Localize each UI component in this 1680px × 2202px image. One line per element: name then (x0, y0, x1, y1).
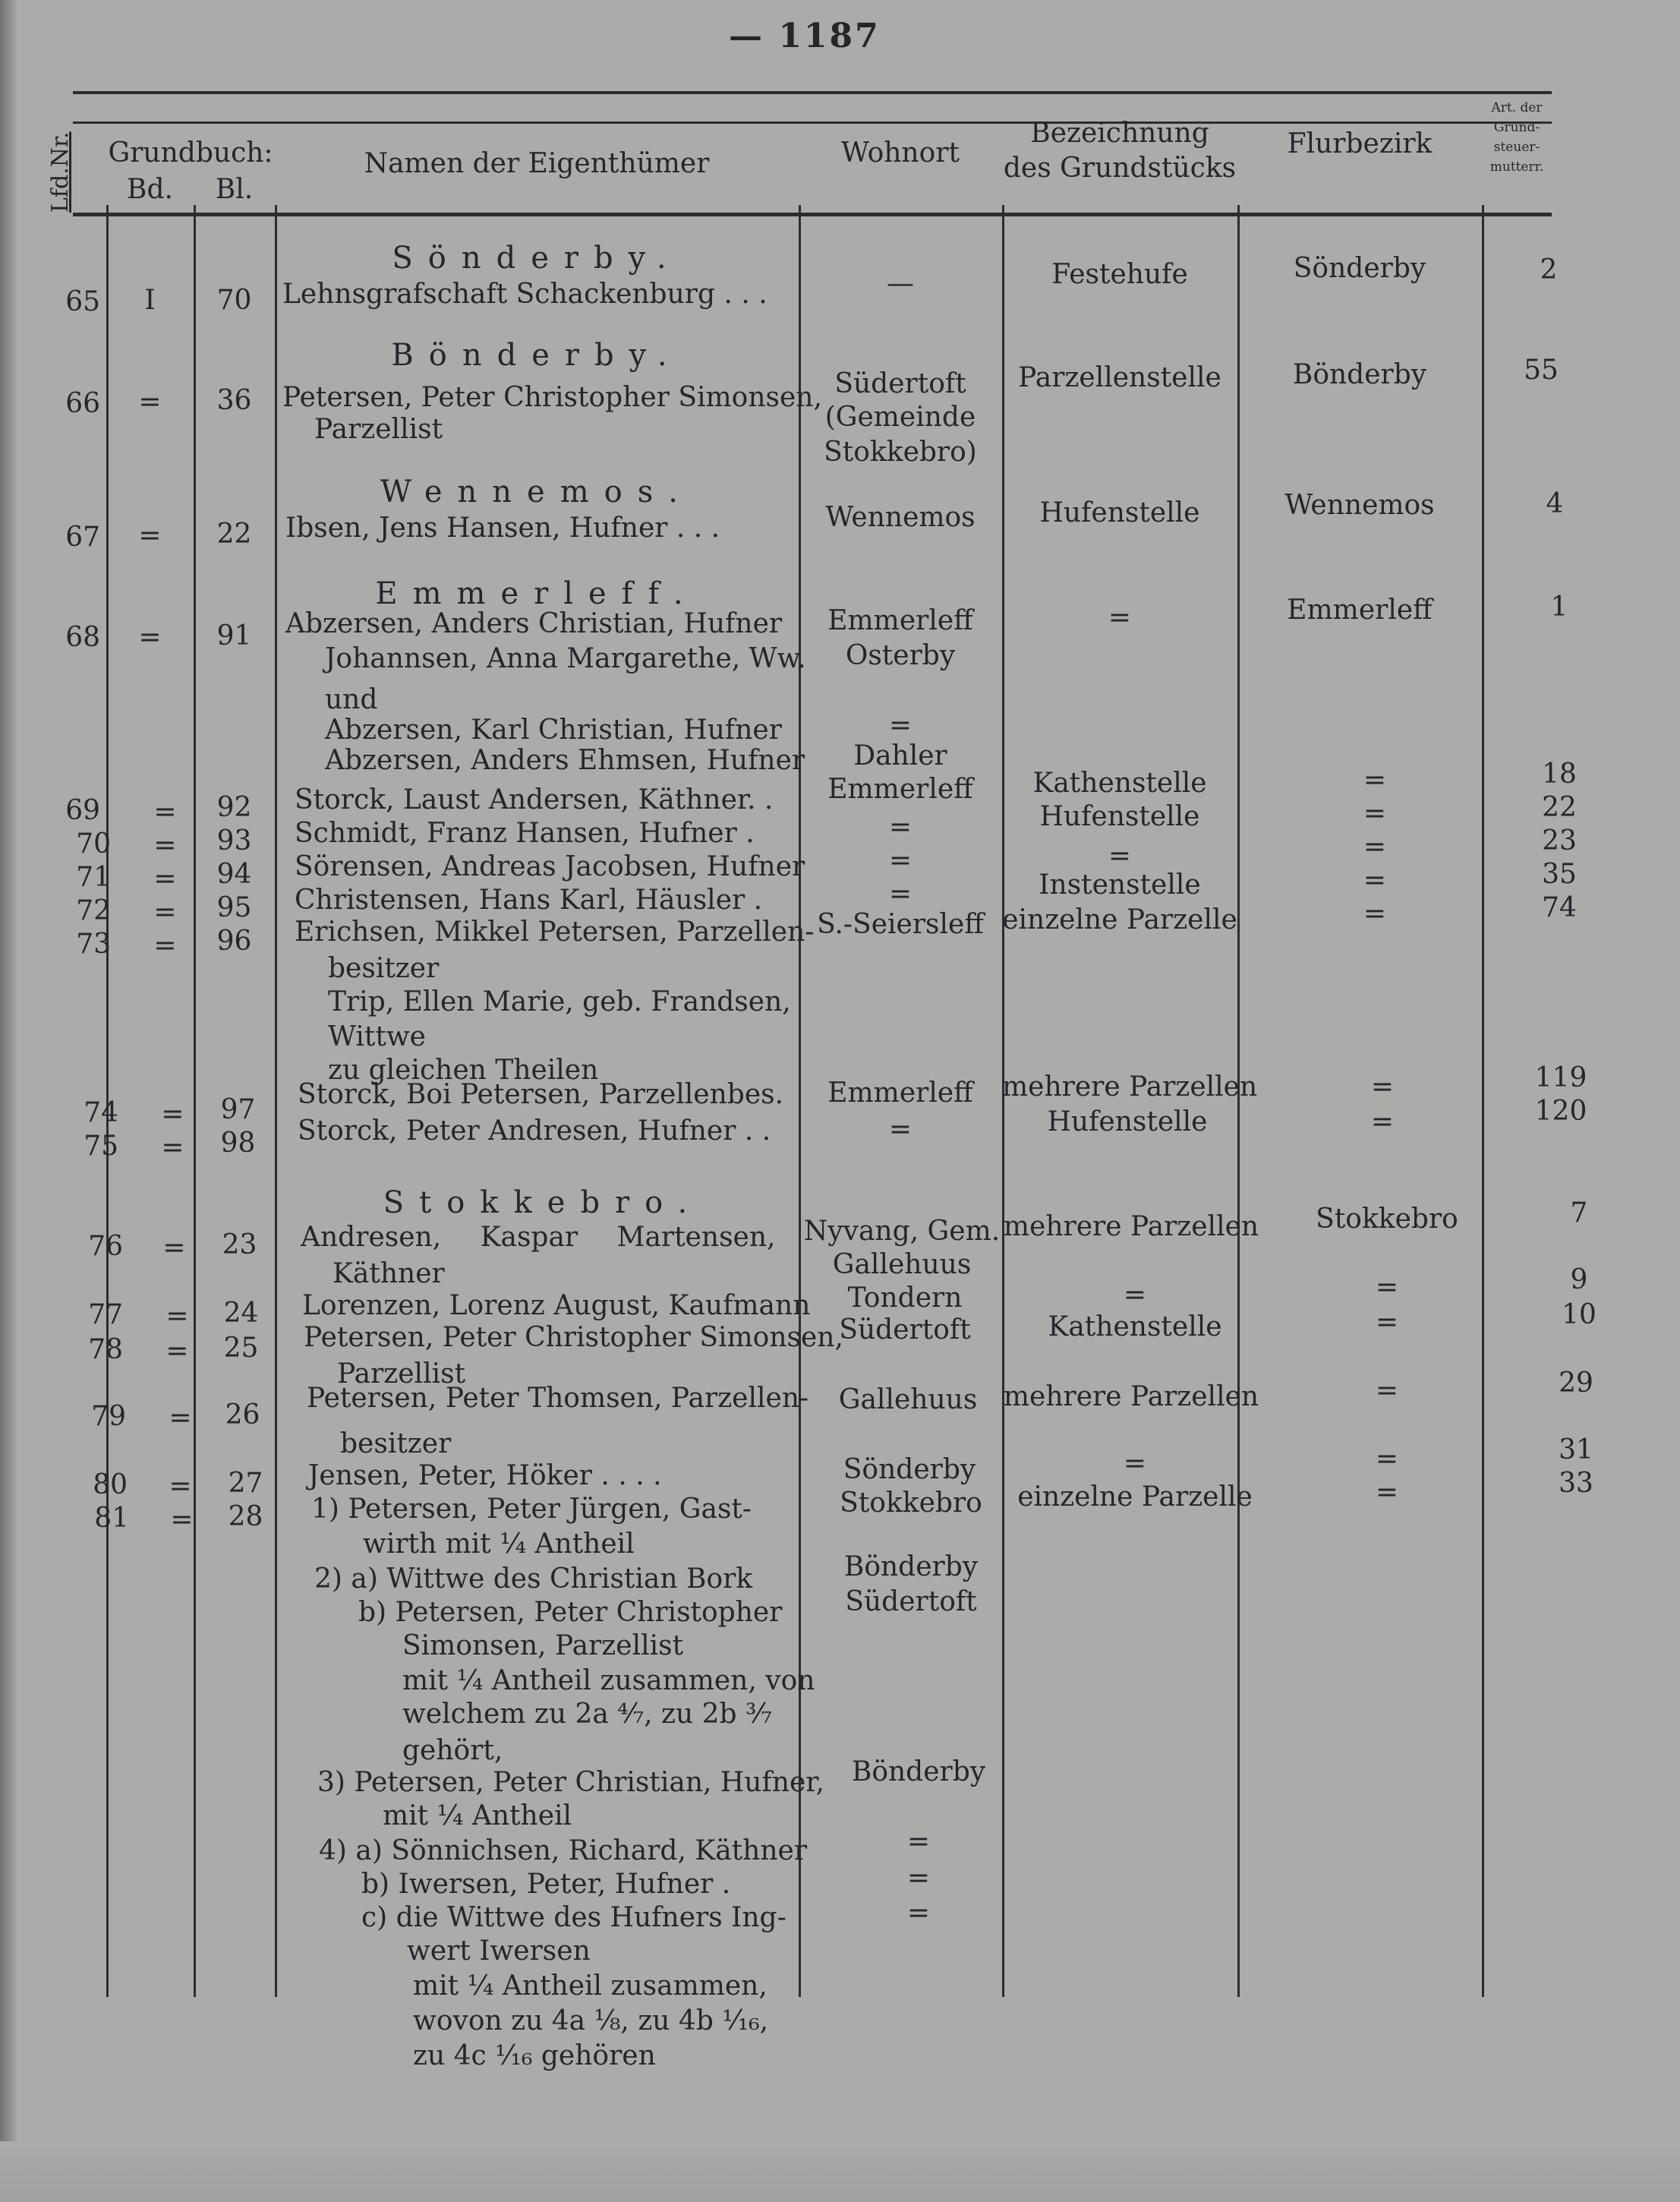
row-wohnort: Südertoft (834, 368, 966, 399)
row-owner-name: Petersen, Peter Thomsen, Parzellen- (307, 1383, 809, 1414)
row-owner-name: b) Iwersen, Peter, Hufner . (361, 1869, 731, 1900)
row-flurbezirk: = (1375, 1307, 1399, 1338)
header-flurbezirk: Flurbezirk (1287, 128, 1433, 159)
row-owner-name: 2) a) Wittwe des Christian Bork (314, 1563, 753, 1595)
row-owner-name: Christensen, Hans Karl, Häusler . (295, 885, 763, 916)
row-bl: 91 (216, 620, 252, 651)
row-bl: 98 (220, 1128, 256, 1159)
row-flurbezirk: Wennemos (1284, 490, 1435, 521)
row-owner-name: zu 4c ¹⁄₁₆ gehören (413, 2040, 656, 2071)
row-bezeichnung: = (1108, 602, 1132, 633)
header-art-1: Art. der (1491, 100, 1543, 115)
row-flurbezirk: Stokkebro (1316, 1204, 1458, 1235)
row-bezeichnung: Kathenstelle (1032, 768, 1207, 799)
row-wohnort: — (887, 268, 914, 299)
row-wohnort: Bönderby (851, 1756, 986, 1787)
row-bl: 95 (216, 892, 252, 923)
row-wohnort: Stokkebro) (824, 437, 977, 468)
section-heading-boenderby: Bönderby. (391, 338, 682, 373)
row-owner-name: Trip, Ellen Marie, geb. Frandsen, (328, 986, 791, 1017)
row-bd: = (161, 1132, 184, 1163)
row-wohnort: Emmerleff (827, 774, 973, 805)
row-bd: I (144, 285, 156, 316)
row-bd: = (138, 520, 162, 551)
row-bl: 26 (225, 1399, 260, 1431)
row-flurbezirk: = (1375, 1477, 1399, 1508)
row-flurbezirk: = (1363, 765, 1387, 796)
row-bd: = (161, 1099, 184, 1130)
row-bezeichnung: Kathenstelle (1048, 1311, 1222, 1342)
row-number: 66 (65, 388, 100, 419)
section-heading-wennemos: Wennemos. (380, 475, 693, 509)
row-bl: 92 (216, 792, 252, 823)
row-art: 35 (1542, 859, 1577, 890)
header-top-rule-2 (73, 121, 1552, 124)
row-wohnort: Emmerleff (827, 605, 973, 636)
header-grundstuecks: des Grundstücks (1003, 153, 1237, 184)
row-bd: = (138, 622, 162, 653)
row-number: 76 (88, 1231, 123, 1262)
row-flurbezirk: = (1363, 865, 1387, 896)
row-wohnort: Dahler (853, 740, 947, 771)
header-art-3: steuer- (1493, 140, 1540, 155)
header-art-2: Grund- (1493, 120, 1540, 135)
row-bezeichnung: mehrere Parzellen (1003, 1211, 1259, 1242)
row-bd: = (153, 797, 177, 828)
row-number: 68 (65, 622, 100, 653)
row-art: 55 (1524, 355, 1559, 386)
row-bezeichnung: mehrere Parzellen (1002, 1071, 1258, 1103)
row-owner-name: Lorenzen, Lorenz August, Kaufmann (302, 1290, 811, 1321)
row-bl: 94 (216, 859, 252, 890)
row-owner-name: Storck, Boi Petersen, Parzellenbes. (298, 1079, 784, 1110)
row-wohnort: Wennemos (825, 502, 976, 533)
row-bd: = (153, 830, 177, 861)
row-bd: = (169, 1402, 192, 1434)
row-bl: 28 (228, 1501, 263, 1532)
row-number: 79 (91, 1401, 126, 1432)
header-bezeichnung: Bezeichnung (1030, 118, 1209, 149)
section-heading-soenderby: Sönderby. (392, 241, 682, 276)
row-owner-name: Parzellist (337, 1358, 466, 1390)
row-bd: = (170, 1504, 194, 1535)
row-bl: 25 (223, 1333, 259, 1364)
row-flurbezirk: = (1370, 1071, 1395, 1103)
row-bezeichnung: einzelne Parzelle (1017, 1481, 1253, 1513)
row-number: 69 (65, 795, 100, 826)
row-flurbezirk: Sönderby (1293, 253, 1426, 284)
row-number: 75 (84, 1131, 118, 1162)
row-bezeichnung: Instenstelle (1039, 869, 1201, 901)
row-wohnort: Südertoft (845, 1586, 977, 1617)
row-owner-name: Wittwe (328, 1021, 426, 1052)
row-wohnort: = (888, 845, 912, 876)
row-owner-name: Sörensen, Andreas Jacobsen, Hufner (295, 851, 805, 882)
row-wohnort: Gallehuus (838, 1384, 978, 1415)
row-number: 71 (76, 862, 111, 893)
row-bl: 93 (216, 825, 252, 857)
row-art: 31 (1559, 1434, 1593, 1465)
row-wohnort: = (888, 1114, 912, 1145)
header-grundbuch: Grundbuch: (108, 137, 273, 169)
row-bezeichnung: mehrere Parzellen (1003, 1381, 1259, 1412)
row-flurbezirk: = (1370, 1106, 1395, 1137)
row-bl: 70 (216, 285, 252, 316)
row-owner-name: Petersen, Peter Christopher Simonsen, (304, 1322, 843, 1353)
row-wohnort: = (906, 1826, 931, 1857)
row-bd: = (138, 386, 162, 418)
row-owner-name: Abzersen, Anders Christian, Hufner (285, 608, 783, 639)
header-bottom-rule (73, 213, 1552, 216)
row-number: 81 (94, 1503, 129, 1534)
row-wohnort: = (888, 812, 912, 843)
row-number: 72 (76, 895, 111, 926)
row-bezeichnung: einzelne Parzelle (1002, 904, 1237, 935)
row-wohnort: = (888, 879, 912, 910)
row-bl: 22 (216, 519, 252, 550)
row-number: 77 (88, 1299, 123, 1330)
row-owner-name: und (325, 684, 378, 715)
row-owner-name: 4) a) Sönnichsen, Richard, Käthner (319, 1835, 808, 1866)
row-number: 78 (88, 1334, 123, 1365)
row-flurbezirk: = (1363, 831, 1387, 863)
row-wohnort: Tondern (847, 1282, 963, 1314)
row-art: 74 (1542, 892, 1577, 923)
row-bezeichnung: Parzellenstelle (1018, 362, 1221, 393)
row-flurbezirk: = (1363, 798, 1387, 829)
row-wohnort: = (906, 1863, 931, 1894)
row-art: 7 (1570, 1197, 1588, 1229)
row-owner-name: wert Iwersen (407, 1935, 591, 1967)
row-owner-name: 1) Petersen, Peter Jürgen, Gast- (311, 1494, 752, 1525)
row-wohnort: Stokkebro (840, 1487, 982, 1519)
section-heading-emmerleff: Emmerleff. (375, 576, 698, 611)
row-wohnort: S.-Seiersleff (817, 909, 984, 940)
row-owner-name: Storck, Peter Andresen, Hufner . . (298, 1115, 771, 1147)
row-owner-name: mit ¼ Antheil (383, 1800, 572, 1831)
row-number: 65 (65, 286, 100, 317)
row-owner-name: Lehnsgrafschaft Schackenburg . . . (282, 279, 768, 310)
row-wohnort: Emmerleff (827, 1077, 973, 1109)
row-owner-name: Ibsen, Jens Hansen, Hufner . . . (285, 513, 720, 544)
header-wohnort: Wohnort (841, 137, 960, 169)
row-number: 70 (76, 828, 111, 860)
row-owner-name: Abzersen, Karl Christian, Hufner (325, 715, 782, 746)
row-owner-name: wovon zu 4a ⅛, zu 4b ¹⁄₁₆, (413, 2005, 769, 2036)
row-wohnort: = (888, 710, 912, 741)
row-owner-name: Schmidt, Franz Hansen, Hufner . (295, 818, 755, 849)
row-owner-name: Petersen, Peter Christopher Simonsen, (282, 382, 822, 413)
row-flurbezirk: = (1375, 1272, 1399, 1303)
row-owner-name: Storck, Laust Andersen, Käthner. . (295, 784, 774, 815)
row-art: 120 (1534, 1096, 1587, 1127)
row-owner-name: mit ¼ Antheil zusammen, (413, 1970, 768, 2002)
row-bl: 36 (216, 385, 252, 416)
row-owner-name: gehört, (402, 1735, 503, 1766)
row-owner-name: besitzer (328, 953, 440, 984)
row-owner-name: welchem zu 2a ⁴⁄₇, zu 2b ³⁄₇ (402, 1699, 772, 1730)
row-bl: 23 (222, 1229, 257, 1260)
row-bl: 27 (228, 1468, 263, 1499)
header-top-rule (73, 91, 1552, 94)
row-bd: = (165, 1336, 189, 1367)
row-owner-name: c) die Wittwe des Hufners Ing- (361, 1902, 786, 1933)
row-art: 33 (1559, 1468, 1593, 1499)
row-owner-name: wirth mit ¼ Antheil (363, 1528, 635, 1560)
row-number: 74 (84, 1097, 118, 1128)
row-bd: = (162, 1232, 186, 1263)
page-bottom-margin (0, 2141, 1680, 2202)
row-bd: = (153, 897, 177, 928)
row-bl: 24 (223, 1298, 259, 1329)
row-owner-name: besitzer (340, 1428, 452, 1459)
row-flurbezirk: = (1375, 1443, 1399, 1475)
row-owner-name: Johannsen, Anna Margarethe, Ww. (325, 643, 806, 674)
header-namen: Namen der Eigenthümer (364, 148, 710, 179)
row-bezeichnung: = (1123, 1448, 1147, 1479)
row-wohnort: Bönderby (843, 1551, 979, 1582)
row-number: 73 (76, 929, 111, 960)
section-heading-stokkebro: Stokkebro. (383, 1185, 703, 1220)
row-owner-name: Erichsen, Mikkel Petersen, Parzellen- (295, 916, 815, 948)
row-number: 67 (65, 522, 100, 553)
row-bd: = (165, 1301, 189, 1332)
row-bezeichnung: Hufenstelle (1047, 1106, 1208, 1137)
row-flurbezirk: = (1363, 898, 1387, 929)
row-owner-name: 3) Petersen, Peter Christian, Hufner, (317, 1767, 825, 1798)
row-art: 22 (1542, 792, 1577, 823)
row-wohnort: Osterby (845, 640, 956, 671)
row-bd: = (169, 1471, 192, 1502)
row-owner-name: b) Petersen, Peter Christopher (358, 1597, 783, 1628)
row-wohnort: Gallehuus (832, 1249, 972, 1280)
row-owner-name: Simonsen, Parzellist (402, 1630, 684, 1661)
row-bezeichnung: Festehufe (1051, 259, 1188, 290)
row-bezeichnung: Hufenstelle (1039, 497, 1200, 528)
row-wohnort: Sönderby (843, 1454, 976, 1485)
row-flurbezirk: = (1375, 1375, 1399, 1406)
row-wohnort: = (906, 1898, 931, 1929)
header-bl: Bl. (215, 174, 254, 205)
row-art: 1 (1550, 592, 1568, 623)
row-art: 23 (1542, 825, 1577, 857)
row-wohnort: Südertoft (839, 1314, 971, 1345)
row-owner-name: Andresen, Kaspar Martensen, (301, 1222, 776, 1253)
row-owner-name: Käthner (333, 1258, 445, 1289)
row-art: 119 (1534, 1062, 1587, 1093)
row-flurbezirk: Emmerleff (1287, 595, 1433, 626)
row-wohnort: (Gemeinde (824, 402, 976, 433)
row-art: 10 (1562, 1299, 1596, 1330)
page-binding-edge (0, 0, 17, 2202)
row-bl: 97 (220, 1094, 256, 1125)
row-owner-name: Abzersen, Anders Ehmsen, Hufner (325, 745, 805, 776)
row-bezeichnung: = (1108, 841, 1132, 872)
row-number: 80 (93, 1469, 128, 1500)
row-art: 2 (1540, 254, 1558, 286)
row-art: 4 (1546, 488, 1564, 519)
row-art: 18 (1542, 759, 1577, 790)
row-wohnort: Nyvang, Gem. (803, 1216, 1001, 1247)
row-owner-name: mit ¼ Antheil zusammen, von (402, 1665, 815, 1696)
page-number: — 1187 (729, 17, 881, 55)
row-bd: = (153, 863, 177, 894)
header-bd: Bd. (127, 174, 173, 205)
row-bl: 96 (216, 926, 252, 957)
row-owner-name: Parzellist (314, 414, 443, 445)
header-lfd-nr: Lfd.Nr. (47, 131, 74, 213)
header-art-4: mutterr. (1489, 159, 1544, 175)
row-bezeichnung: Hufenstelle (1039, 801, 1200, 832)
row-owner-name: Jensen, Peter, Höker . . . . (308, 1460, 662, 1491)
row-art: 9 (1570, 1264, 1588, 1295)
row-art: 29 (1559, 1368, 1593, 1399)
row-bd: = (153, 930, 177, 961)
row-owner-name: zu gleichen Theilen (328, 1055, 599, 1086)
row-bezeichnung: = (1123, 1279, 1147, 1311)
row-flurbezirk: Bönderby (1292, 359, 1427, 390)
